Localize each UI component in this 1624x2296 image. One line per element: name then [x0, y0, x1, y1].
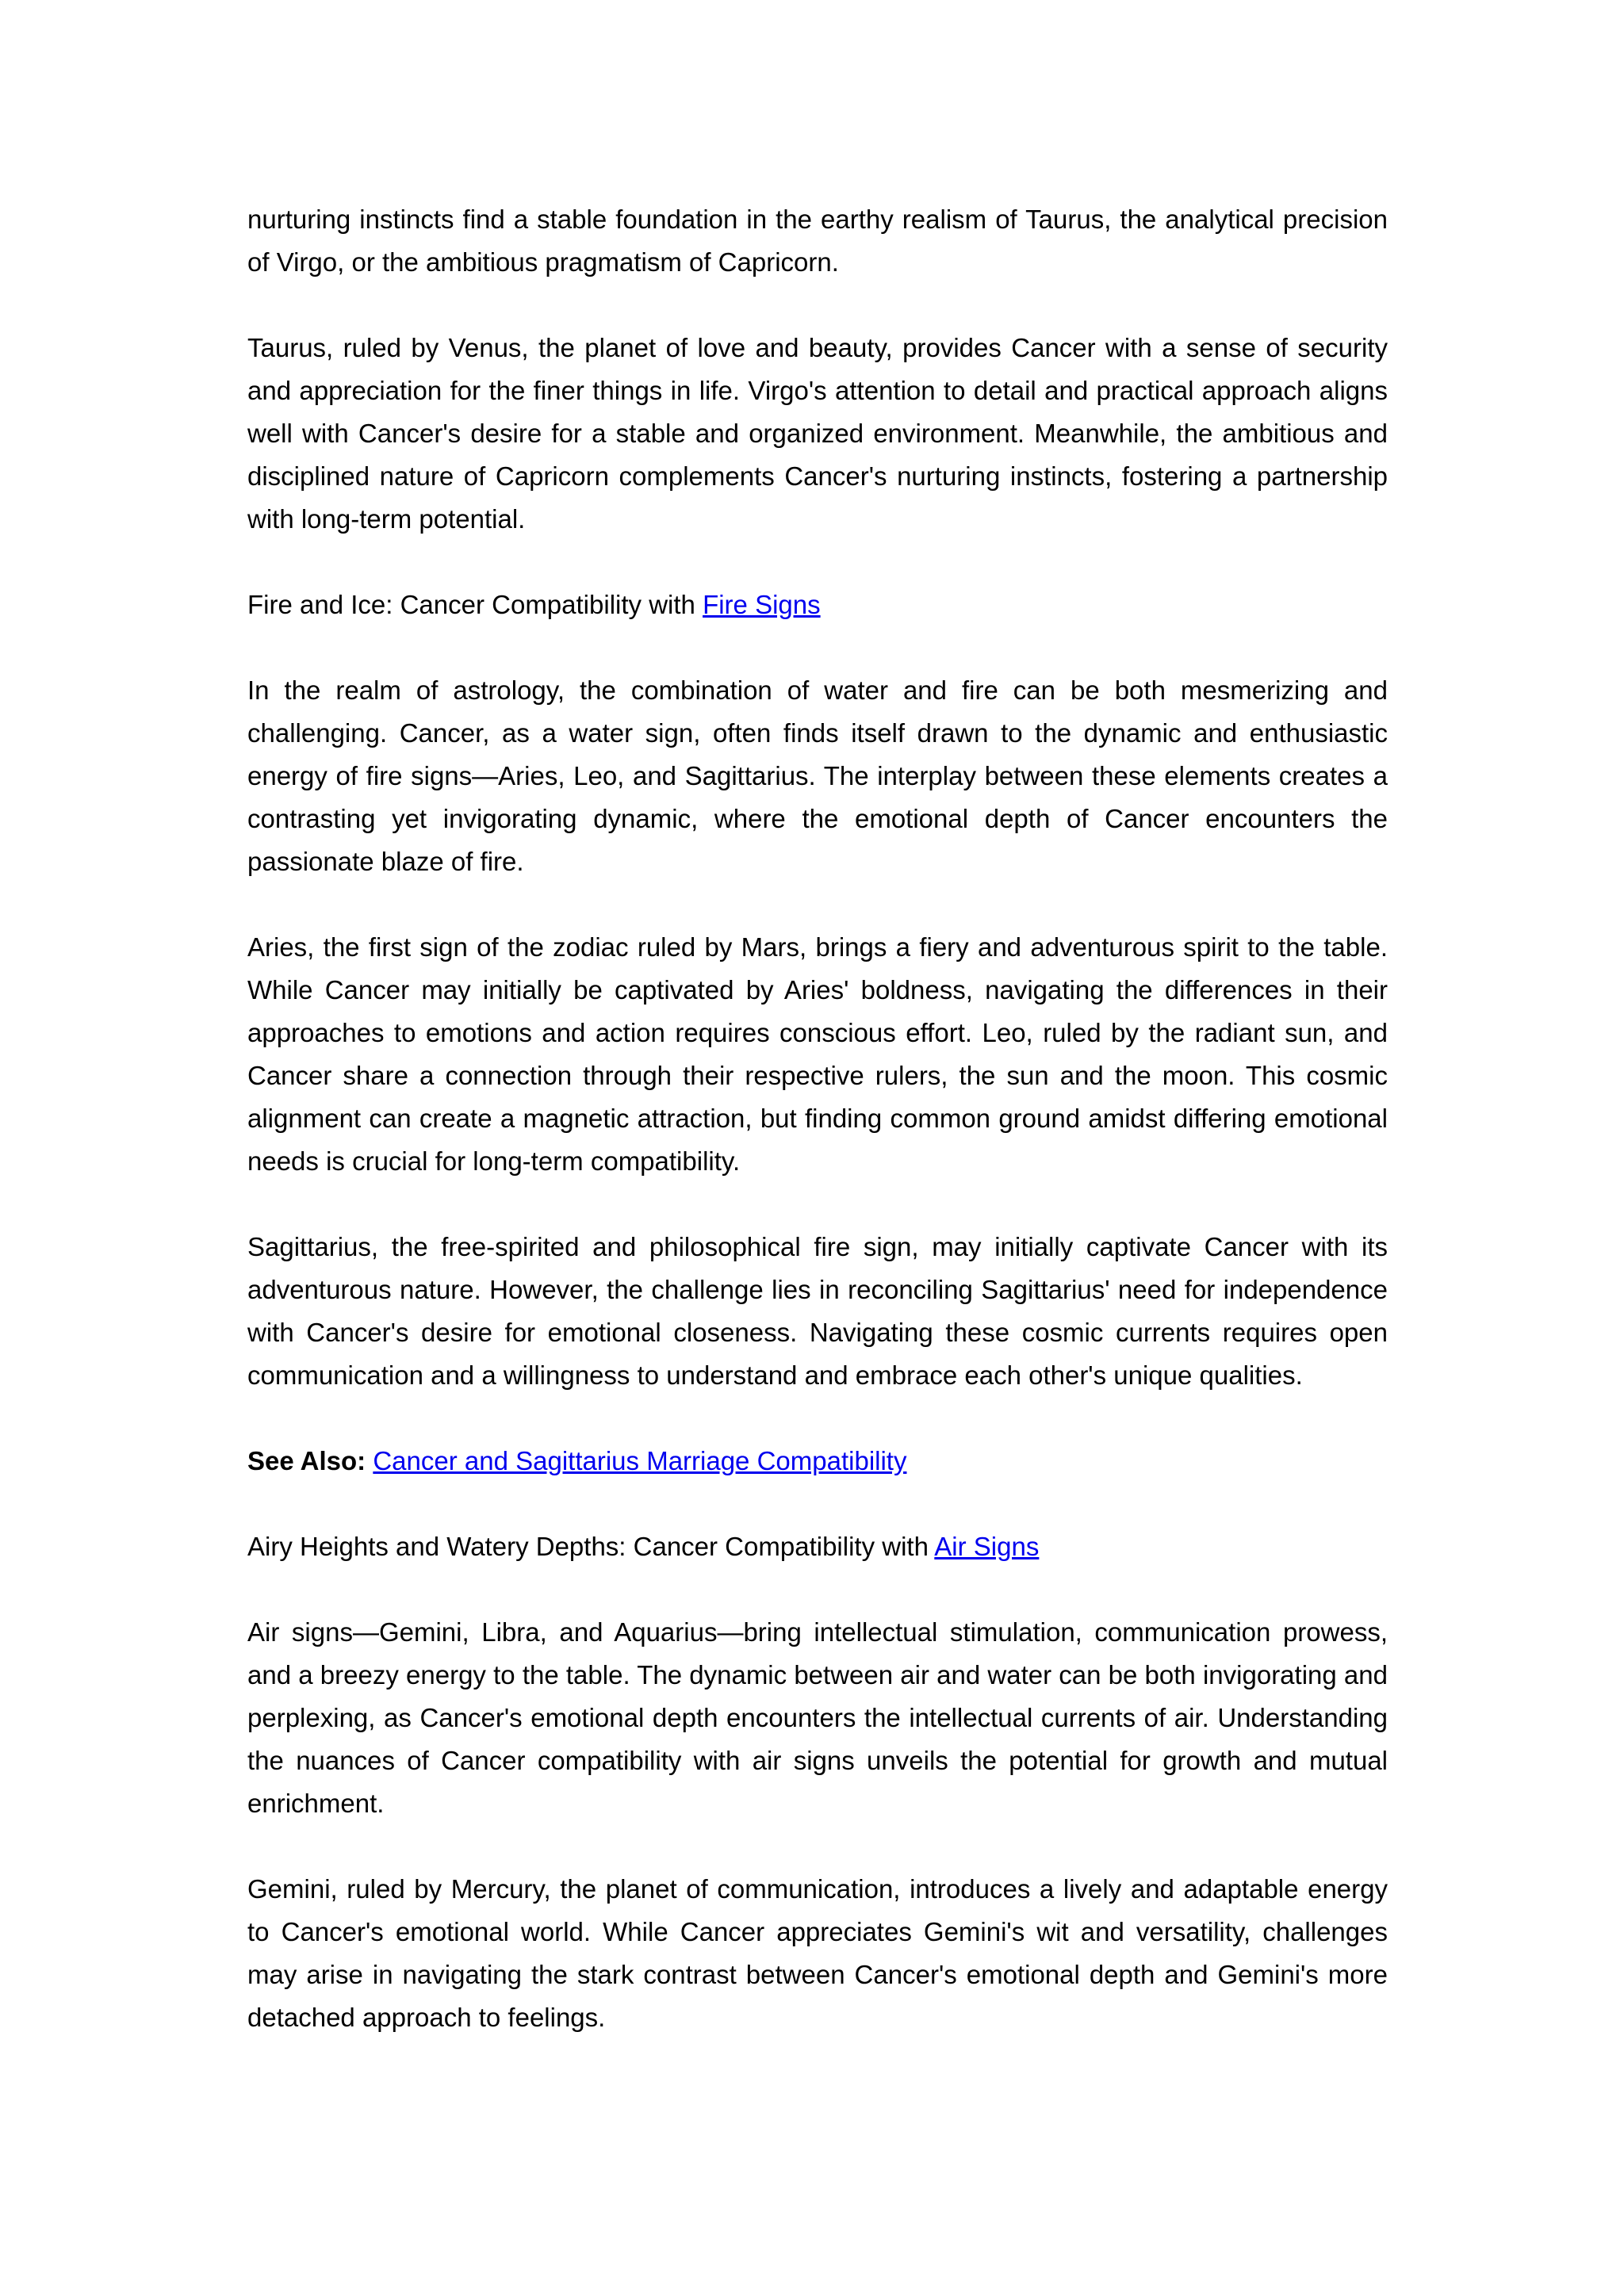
paragraph-earth-signs-intro: nurturing instincts find a stable foundation in the earthy realism of Taurus, the analytical precision of Virgo, or the ambitious pragmatism of Capricorn. — [247, 205, 1388, 277]
air-signs-link[interactable]: Air Signs — [934, 1532, 1040, 1561]
see-also-label: See Also: — [247, 1446, 366, 1475]
paragraph-gemini: Gemini, ruled by Mercury, the planet of communication, introduces a lively and adaptable energy to Cancer's emotional world. While Cancer appreciates Gemini's wit and versatility, challenges may arise in navigating the stark contrast between Cancer's emotional depth and Gemini's more detached approach to feelings. — [247, 1874, 1388, 2032]
see-also-line — [247, 1440, 1388, 1483]
paragraph-air-intro: Air signs—Gemini, Libra, and Aquarius—bring intellectual stimulation, communication prowess, and a breezy energy to the table. The dynamic between air and water can be both invigorating and perplexing, as Cancer's emotional depth encounters the intellectual currents of air. Understanding the nuances of Cancer compatibility with air signs unveils the potential for growth and mutual enrichment. — [247, 1617, 1388, 1818]
section-heading-fire-signs — [247, 584, 1388, 626]
section-heading-air-text: Airy Heights and Watery Depths: Cancer Compatibility with — [247, 1532, 935, 1561]
fire-signs-link[interactable]: Fire Signs — [703, 590, 821, 619]
section-heading-fire-text: Fire and Ice: Cancer Compatibility with — [247, 590, 703, 619]
paragraph-sagittarius: Sagittarius, the free-spirited and philosophical fire sign, may initially captivate Cancer with its adventurous nature. However, the challenge lies in reconciling Sagittarius' need for independence with Cancer's desire for emotional closeness. Navigating these cosmic currents requires open communication and a willingness to understand and embrace each other's unique qualities. — [247, 1232, 1388, 1390]
document-body — [247, 198, 1388, 2082]
section-heading-air-signs — [247, 1525, 1388, 1568]
paragraph-earth-signs-detail: Taurus, ruled by Venus, the planet of love and beauty, provides Cancer with a sense of security and appreciation for the finer things in life. Virgo's attention to detail and practical approach aligns well with Cancer's desire for a stable and organized environment. Meanwhile, the ambitious and disciplined nature of Capricorn complements Cancer's nurturing instincts, fostering a partnership with long-term potential. — [247, 333, 1388, 534]
paragraph-aries-leo: Aries, the first sign of the zodiac ruled by Mars, brings a fiery and adventurous spirit to the table. While Cancer may initially be captivated by Aries' boldness, navigating the differences in their approaches to emotions and action requires conscious effort. Leo, ruled by the radiant sun, and Cancer share a connection through their respective rulers, the sun and the moon. This cosmic alignment can create a magnetic attraction, but finding common ground amidst differing emotional needs is crucial for long-term compatibility. — [247, 932, 1388, 1176]
see-also-link[interactable]: Cancer and Sagittarius Marriage Compatibility — [373, 1446, 907, 1475]
paragraph-fire-intro: In the realm of astrology, the combination of water and fire can be both mesmerizing and challenging. Cancer, as a water sign, often finds itself drawn to the dynamic and enthusiastic energy of fire signs—Aries, Leo, and Sagittarius. The interplay between these elements creates a contrasting yet invigorating dynamic, where the emotional depth of Cancer encounters the passionate blaze of fire. — [247, 675, 1388, 876]
